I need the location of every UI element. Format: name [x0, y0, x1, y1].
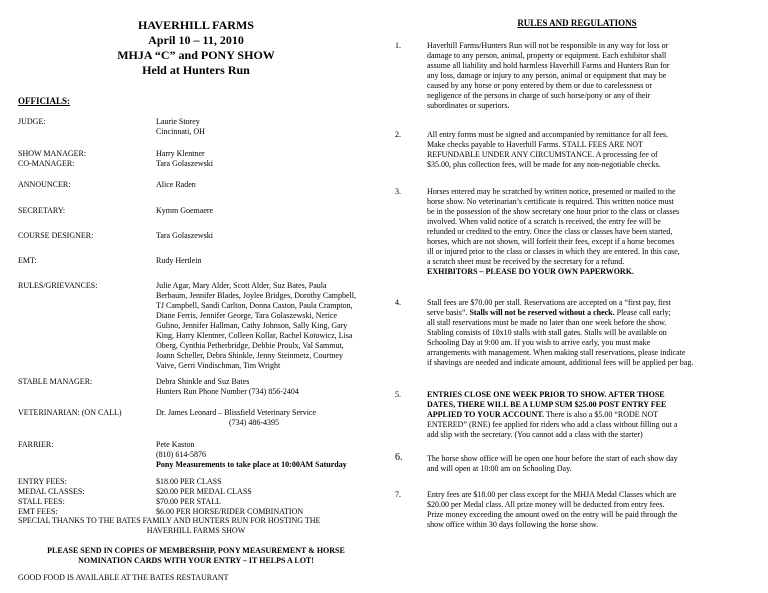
- grievance-names-line: King, Harry Klentner, Colleen Kollar, Rachel Kotowicz, Lisa: [156, 331, 353, 340]
- rule-text: serve basis”.: [427, 308, 470, 317]
- official-label: FARRIER:: [18, 440, 54, 449]
- official-value: Debra Shinkle and Suz Bates: [156, 377, 250, 386]
- official-label: JUDGE:: [18, 117, 46, 126]
- officials-heading: OFFICIALS:: [18, 96, 71, 106]
- rule-line: Stabling consists of 10x10 stalls with stall gates. Stalls will be available on: [427, 328, 667, 337]
- rule-line: Stall fees are $70.00 per stall. Reservations are accepted on a “first pay, first: [427, 298, 671, 307]
- official-value: Harry Klentner: [156, 149, 205, 158]
- official-value: Pete Kaston: [156, 440, 195, 449]
- grievance-names-line: Oberg, Cynthia Petherbridge, Debbie Proulx, Val Sammut,: [156, 341, 344, 350]
- rule-number: 6.: [395, 452, 403, 463]
- rule-line: Horses entered may be scratched by written notice, presented or mailed to the: [427, 187, 676, 196]
- grievance-names-line: Gulino, Jennifer Hallman, Cathy Johnson, Sally King, Gary: [156, 321, 348, 330]
- rule-number: 2.: [395, 130, 401, 139]
- header-location: Held at Hunters Run: [142, 63, 250, 77]
- header-show-name: MHJA “C” and PONY SHOW: [117, 48, 275, 62]
- rule-line: $20.00 per Medal class. All prize money will be deducted from entry fees.: [427, 500, 665, 509]
- rule-line-emphasis: DATES, THERE WILL BE A LUMP SUM $25.00 POST ENTRY FEE: [427, 400, 667, 409]
- thanks-note: [18, 516, 374, 536]
- fee-value: $70.00 PER STALL: [156, 497, 221, 506]
- rule-number: 7.: [395, 490, 401, 499]
- rule-line: arrangements with management. When making stall reservations, please indicate: [427, 348, 686, 357]
- fee-label: EMT FEES:: [18, 507, 58, 516]
- rule-line-emphasis: EXHIBITORS – PLEASE DO YOUR OWN PAPERWORK.: [427, 267, 634, 276]
- fee-label: STALL FEES:: [18, 497, 65, 506]
- grievance-names-line: Julie Agar, Mary Alder, Scott Alder, Suz Bates, Paula: [156, 281, 327, 290]
- pony-measurement-note: Pony Measurements to take place at 10:00AM Saturday: [156, 460, 347, 469]
- official-value: Kymm Goemaere: [156, 206, 214, 215]
- official-value: Rudy Hertlein: [156, 256, 202, 265]
- rule-line: [427, 410, 762, 420]
- left-column: [18, 18, 374, 516]
- rule-line: REFUNDABLE UNDER ANY CIRCUMSTANCE. A processing fee of: [427, 150, 658, 159]
- fee-value: $18.00 PER CLASS: [156, 477, 222, 486]
- official-value: Dr. James Leonard – Blissfield Veterinary Service: [156, 408, 317, 417]
- rule-line: add slip with the secretary. (You cannot add a class with the starter): [427, 430, 643, 439]
- rule-text: Please call early;: [614, 308, 671, 317]
- official-label: ANNOUNCER:: [18, 180, 71, 189]
- official-value: Alice Raden: [156, 180, 196, 189]
- rule-line: Prize money exceeding the amount owed on the entry will be paid through the: [427, 510, 678, 519]
- official-label: RULES/GRIEVANCES:: [18, 281, 98, 290]
- rule-text-emphasis: Stalls will not be reserved without a check.: [469, 308, 615, 317]
- rule-line: show office within 30 days following the horse show.: [427, 520, 599, 529]
- official-label: SHOW MANAGER:: [18, 149, 87, 158]
- official-value: Hunters Run Phone Number (734) 856-2404: [156, 387, 299, 396]
- rule-line: horses, which are not shown, will forfeit their fees, except if a horse becomes: [427, 237, 675, 246]
- fee-value: $20.00 PER MEDAL CLASS: [156, 487, 252, 496]
- official-label: STABLE MANAGER:: [18, 377, 93, 386]
- request-line: PLEASE SEND IN COPIES OF MEMBERSHIP, PONY MEASUREMENT & HORSE: [47, 546, 345, 555]
- rule-line: Schooling Day at 9:00 am. If you wish to arrive early, you must make: [427, 338, 651, 347]
- rule-number: 3.: [395, 187, 401, 196]
- header-dates: April 10 – 11, 2010: [148, 33, 244, 47]
- grievance-names-line: Berbaum, Jennifer Blades, Joylee Bridges, Dorothy Campbell,: [156, 291, 356, 300]
- rules-title: RULES AND REGULATIONS: [517, 18, 637, 28]
- rule-line: negligence of the persons in charge of such horse/pony or any of their: [427, 91, 651, 100]
- rule-line: any loss, damage or injury to any person, animal or equipment that may be: [427, 71, 667, 80]
- rule-line: a scratch sheet must be received by the secretary for a refund.: [427, 257, 625, 266]
- membership-request: [18, 546, 374, 566]
- food-note: GOOD FOOD IS AVAILABLE AT THE BATES RESTAURANT: [18, 573, 229, 582]
- grievance-names-line: Joann Scheller, Debra Shinkle, Jenny Steinmetz, Courtney: [156, 351, 343, 360]
- rule-text: There is also a $5.00 “RODE NOT: [544, 410, 659, 419]
- grievance-names-line: Diane Ferris, Jennifer George, Tara Golaszewski, Nerice: [156, 311, 338, 320]
- official-value: Laurie Storey: [156, 117, 200, 126]
- rule-line: The horse show office will be open one hour before the start of each show day: [427, 454, 678, 463]
- official-label: EMT:: [18, 256, 37, 265]
- rule-line: Haverhill Farms/Hunters Run will not be responsible in any way for loss or: [427, 41, 669, 50]
- official-value: (810) 614-5876: [156, 450, 206, 459]
- rule-line: [427, 308, 762, 318]
- rule-text-emphasis: APPLIED TO YOUR ACCOUNT.: [427, 410, 545, 419]
- rule-line: horse show. No veterinarian’s certificate is required. This written notice must: [427, 197, 674, 206]
- rule-line: Make checks payable to Haverhill Farms. STALL FEES ARE NOT: [427, 140, 643, 149]
- rule-line: caused by any horse or pony entered by them or due to carelessness or: [427, 81, 653, 90]
- rule-line-emphasis: ENTRIES CLOSE ONE WEEK PRIOR TO SHOW. AFTER THOSE: [427, 390, 665, 399]
- rule-number: 5.: [395, 390, 401, 399]
- rule-line: refunded or credited to the entry. Once the class or classes have been started,: [427, 227, 673, 236]
- rule-number: 4.: [395, 298, 401, 307]
- grievance-names-line: TJ Campbell, Sandi Carlton, Donna Caston, Paula Crampton,: [156, 301, 353, 310]
- header-farm-name: HAVERHILL FARMS: [138, 18, 254, 32]
- official-label: COURSE DESIGNER:: [18, 231, 94, 240]
- rule-line: ill or injured prior to the class or classes in which they are entered. In this case,: [427, 247, 680, 256]
- rule-line: and will open at 10:00 am on Schooling Day.: [427, 464, 572, 473]
- fee-value: $6.00 PER HORSE/RIDER COMBINATION: [156, 507, 304, 516]
- official-value: (734) 486-4395: [229, 418, 279, 427]
- rule-line: all stall reservations must be made no later than one week before the show.: [427, 318, 667, 327]
- fee-label: ENTRY FEES:: [18, 477, 67, 486]
- official-value: Cincinnati, OH: [156, 127, 205, 136]
- official-value: Tara Golaszewski: [156, 159, 213, 168]
- rule-line: be in the possession of the show secretary one hour prior to the class or classes: [427, 207, 680, 216]
- thanks-line: SPECIAL THANKS TO THE BATES FAMILY AND HUNTERS RUN FOR HOSTING THE: [18, 516, 321, 525]
- grievance-names-line: Vaive, Gerri Vindischman, Tim Wright: [156, 361, 281, 370]
- rule-line: damage to any person, animal, property or equipment. Each exhibitor shall: [427, 51, 667, 60]
- show-header: [18, 18, 374, 78]
- fee-label: MEDAL CLASSES:: [18, 487, 85, 496]
- rule-number: 1.: [395, 41, 401, 50]
- official-value: Tara Golaszewski: [156, 231, 213, 240]
- rule-line: All entry forms must be signed and accompanied by remittance for all fees.: [427, 130, 669, 139]
- rule-line: subordinates or superiors.: [427, 101, 510, 110]
- request-line: NOMINATION CARDS WITH YOUR ENTRY – IT HELPS A LOT!: [78, 556, 314, 565]
- rule-line: ENTERED” (RNE) fee applied for riders who add a class without filling out a: [427, 420, 678, 429]
- official-label: CO-MANAGER:: [18, 159, 75, 168]
- rule-line: Entry fees are $18.00 per class except for the MHJA Medal Classes which are: [427, 490, 677, 499]
- thanks-line: HAVERHILL FARMS SHOW: [146, 526, 246, 535]
- official-label: VETERINARIAN: (ON CALL): [18, 408, 122, 417]
- rule-line: $35.00, plus collection fees, will be made for any non-negotiable checks.: [427, 160, 661, 169]
- rule-line: involved. When valid notice of a scratch is received, the entry fee will be: [427, 217, 661, 226]
- rule-line: assume all liability and hold harmless Haverhill Farms and Hunters Run for: [427, 61, 670, 70]
- rule-line: if shavings are needed and indicate amount, additional fees will be applied per bag.: [427, 358, 694, 367]
- official-label: SECRETARY:: [18, 206, 66, 215]
